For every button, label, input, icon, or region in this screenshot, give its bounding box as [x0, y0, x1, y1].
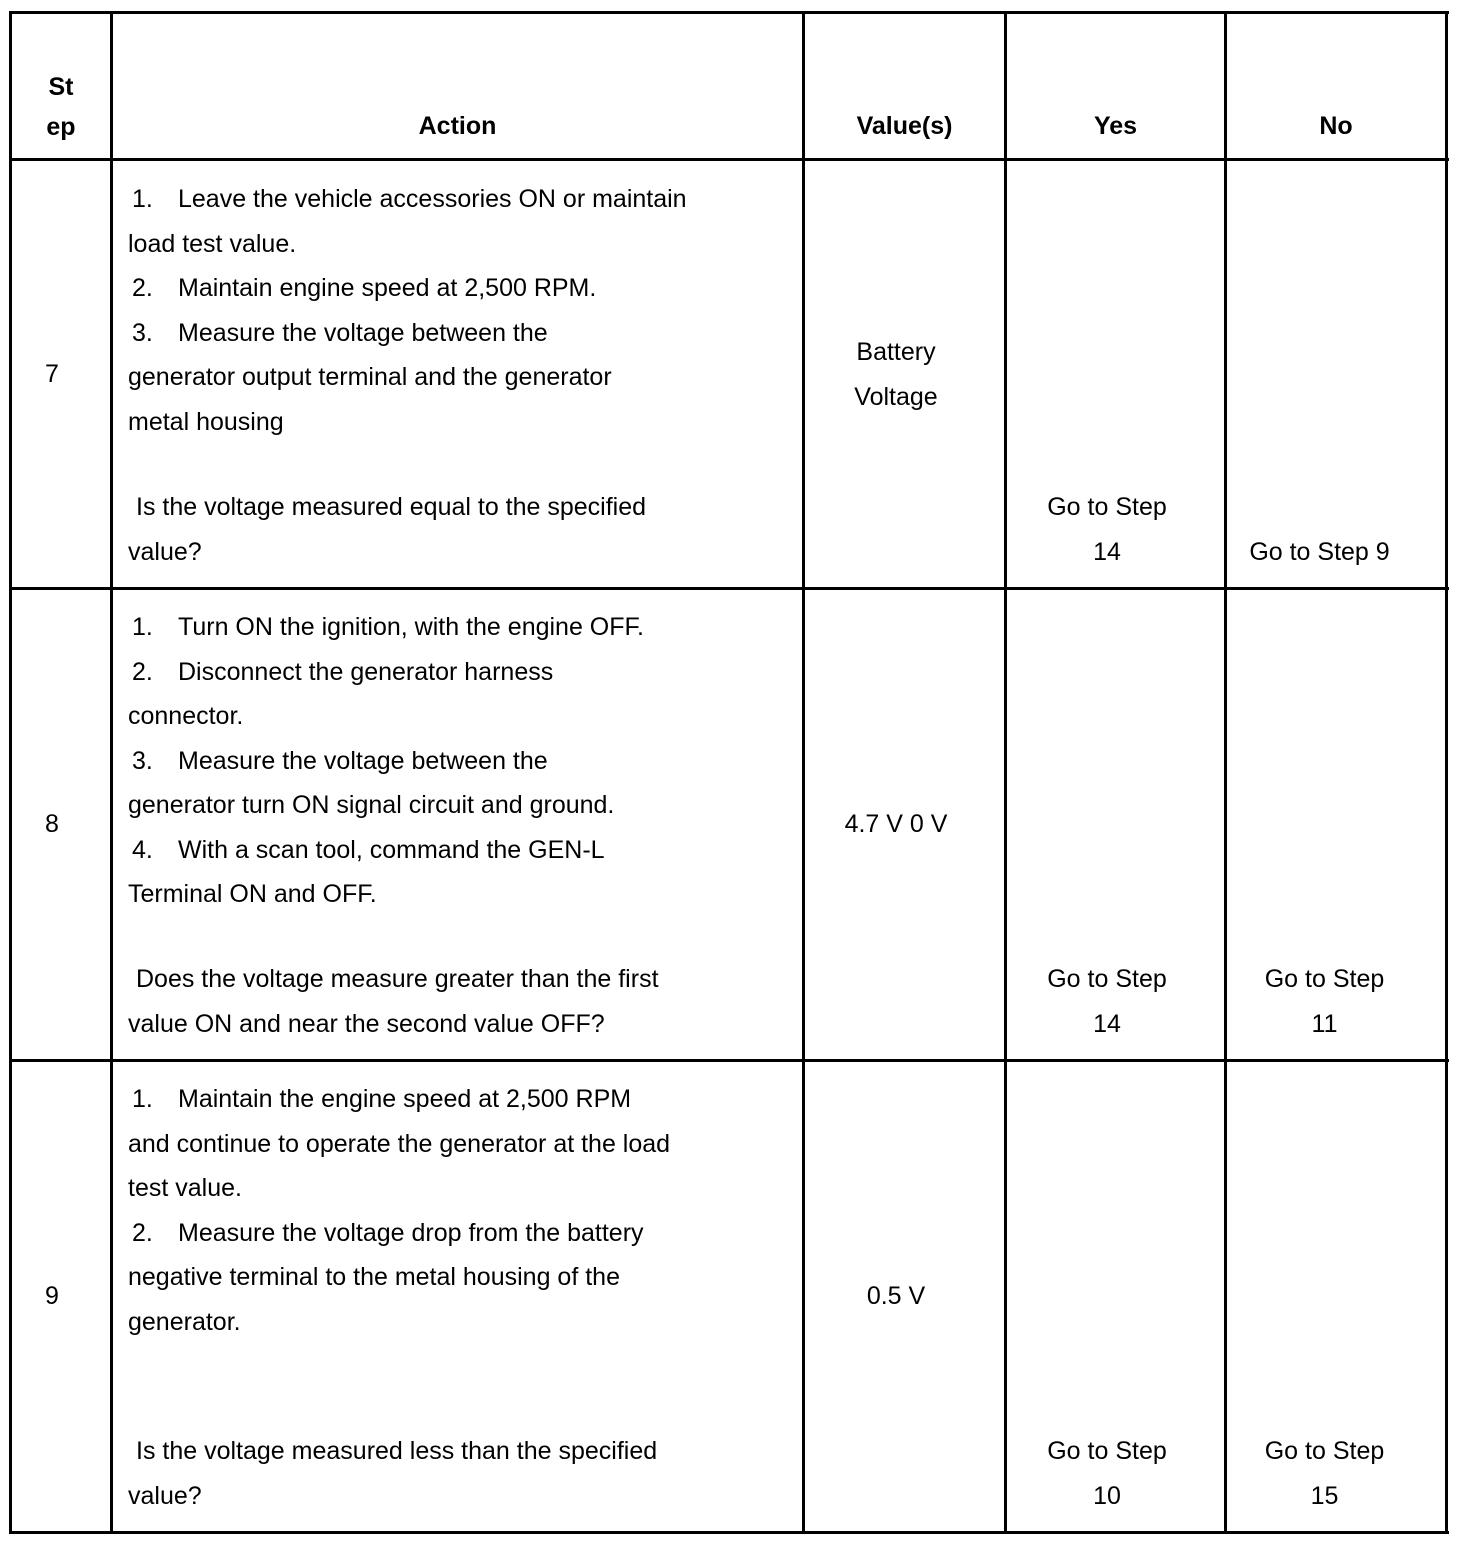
- header-no: No: [1319, 112, 1353, 140]
- yes-cell: Go to Step 14: [1047, 965, 1167, 1038]
- header-yes: Yes: [1093, 112, 1138, 140]
- yes-cell: Go to Step 10: [1047, 1437, 1167, 1510]
- header-step-line2: ep: [46, 113, 76, 141]
- action-cell: [128, 605, 800, 917]
- action-item-cont: connector.: [128, 702, 244, 730]
- col-divider-values: [1004, 11, 1007, 1534]
- action-item-cont: generator turn ON signal circuit and ground.: [128, 791, 615, 819]
- action-item-cont: metal housing: [128, 407, 284, 436]
- row-divider-8: [9, 1059, 1449, 1062]
- col-divider-step: [110, 11, 113, 1534]
- col-divider-yes: [1224, 11, 1227, 1534]
- question-text: Is the voltage measured equal to the specified value?: [128, 493, 647, 566]
- action-cell: [128, 177, 800, 444]
- question-text: Does the voltage measure greater than the first value ON and near the second value OFF?: [128, 965, 659, 1038]
- table-border-bottom: [9, 1531, 1449, 1534]
- action-item: 4. With a scan tool, command the GEN-L: [132, 835, 605, 864]
- action-item: 2. Measure the voltage drop from the battery: [132, 1218, 644, 1247]
- header-action: Action: [418, 112, 497, 140]
- action-item-cont: load test value.: [128, 229, 297, 258]
- action-item: 3. Measure the voltage between the: [132, 318, 548, 347]
- action-item: 1. Maintain the engine speed at 2,500 RPM: [132, 1085, 632, 1113]
- action-item: 2. Disconnect the generator harness: [132, 657, 554, 686]
- no-cell: Go to Step 15: [1264, 1437, 1385, 1510]
- header-step: [12, 67, 110, 147]
- no-cell: Go to Step 11: [1264, 965, 1385, 1038]
- header-divider: [9, 158, 1449, 161]
- action-item-cont: and continue to operate the generator at the load: [128, 1129, 671, 1158]
- action-item-cont: negative terminal to the metal housing of the: [128, 1263, 620, 1291]
- value-cell: 4.7 V 0 V: [844, 810, 948, 838]
- table-border-right: [1445, 11, 1448, 1534]
- value-cell: Battery Voltage: [854, 338, 938, 411]
- action-cell: [128, 1077, 800, 1344]
- row-divider-7: [9, 587, 1449, 590]
- action-item: 3. Measure the voltage between the: [132, 746, 548, 775]
- action-item-cont: generator.: [128, 1307, 241, 1336]
- no-cell: Go to Step 9: [1249, 537, 1390, 566]
- yes-cell: Go to Step 14: [1047, 493, 1167, 566]
- action-item-cont: Terminal ON and OFF.: [128, 880, 377, 908]
- action-item: 2. Maintain engine speed at 2,500 RPM.: [132, 274, 597, 302]
- table-border-top: [9, 11, 1449, 14]
- value-cell: 0.5 V: [866, 1282, 926, 1310]
- question-text: Is the voltage measured less than the specified value?: [128, 1437, 658, 1510]
- action-item: 1. Leave the vehicle accessories ON or maintain: [132, 185, 687, 213]
- step-number: 7: [45, 360, 59, 388]
- header-step-line1: St: [48, 73, 74, 101]
- step-number: 9: [45, 1282, 59, 1310]
- action-item: 1. Turn ON the ignition, with the engine OFF.: [132, 613, 644, 641]
- header-values: Value(s): [856, 112, 953, 140]
- action-item-cont: test value.: [128, 1174, 242, 1202]
- action-item-cont: generator output terminal and the generator: [128, 363, 612, 391]
- step-number: 8: [45, 810, 59, 838]
